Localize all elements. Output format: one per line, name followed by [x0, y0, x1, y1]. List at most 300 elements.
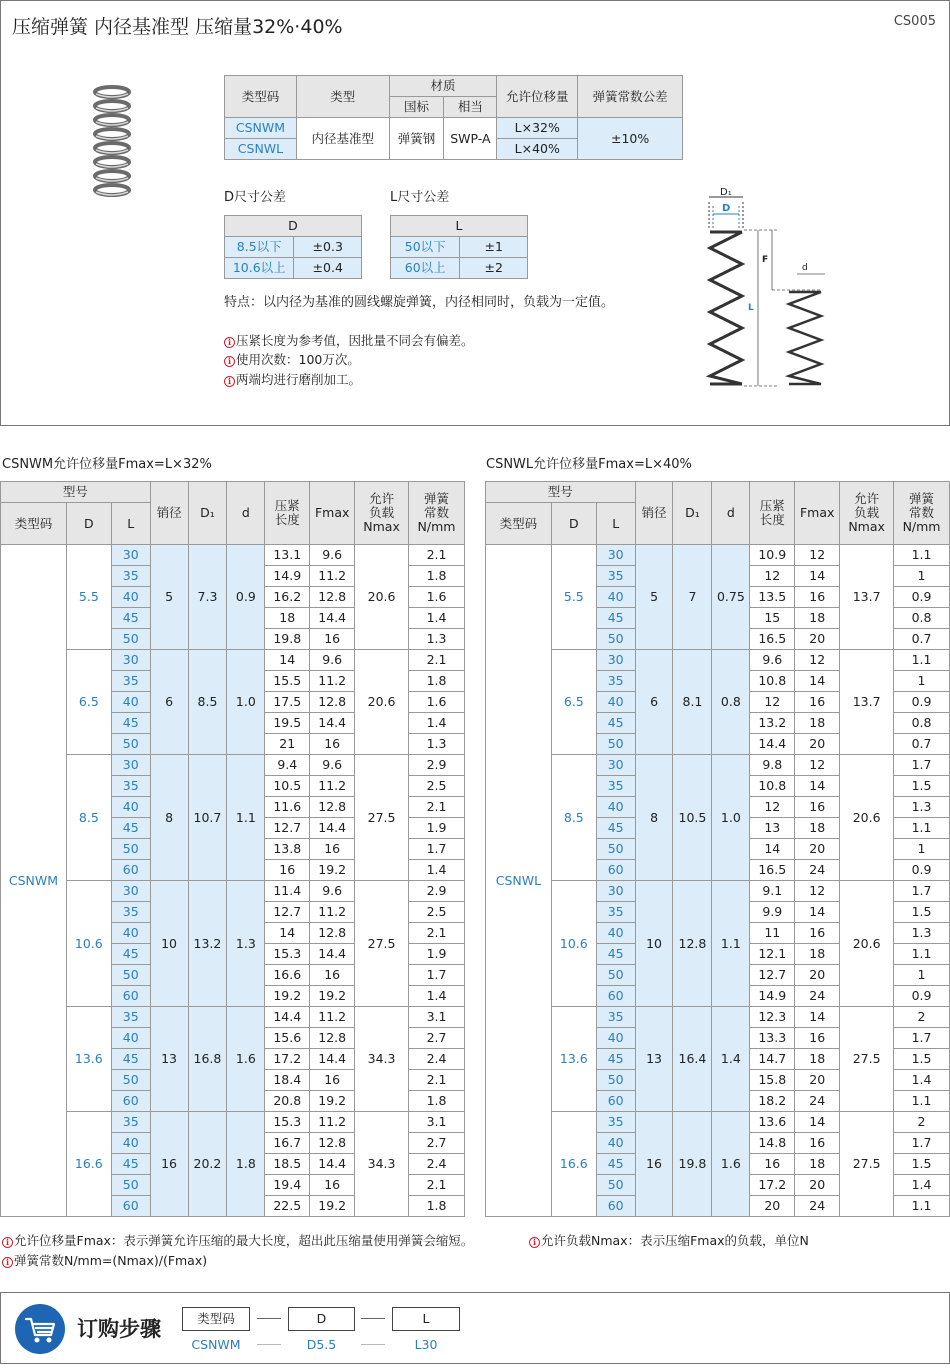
pin-cell: 16 — [635, 1112, 673, 1217]
spring-rate-cell: 1.6 — [409, 587, 465, 608]
l-cell: 60 — [596, 986, 635, 1007]
solid-length-cell: 20 — [750, 1196, 795, 1217]
fmax-cell: 20 — [795, 734, 840, 755]
solid-length-cell: 9.4 — [265, 755, 310, 776]
info-icon: i — [224, 337, 235, 348]
nmax-cell: 27.5 — [355, 881, 409, 1007]
head-fmax: Fmax — [795, 482, 840, 545]
spring-rate-cell: 2.1 — [409, 1070, 465, 1091]
l-tol-range-2: 60以上 — [391, 258, 460, 279]
spring-rate-cell: 1.1 — [894, 1196, 950, 1217]
l-cell: 40 — [596, 587, 635, 608]
wire-d-cell: 1.6 — [227, 1007, 265, 1112]
order-dash — [361, 1344, 385, 1345]
spring-rate-cell: 1 — [894, 839, 950, 860]
spec-head-type: 类型 — [296, 76, 389, 118]
head-l: L — [111, 503, 150, 545]
d1-cell: 13.2 — [188, 881, 227, 1007]
info-icon: i — [529, 1237, 540, 1248]
spring-rate-cell: 1 — [894, 671, 950, 692]
head-nmax: 允许 负载 Nmax — [355, 482, 409, 545]
l-cell: 45 — [111, 1154, 150, 1175]
solid-length-cell: 11 — [750, 923, 795, 944]
l-cell: 50 — [596, 734, 635, 755]
d-cell: 5.5 — [551, 545, 596, 650]
fmax-cell: 18 — [795, 608, 840, 629]
spring-dimension-diagram — [700, 180, 840, 392]
spring-rate-cell: 1.8 — [409, 1091, 465, 1112]
solid-length-cell: 14 — [265, 650, 310, 671]
pin-cell: 5 — [150, 545, 188, 650]
spring-rate-cell: 1.4 — [409, 608, 465, 629]
wire-d-cell: 1.3 — [227, 881, 265, 1007]
fmax-cell: 14.4 — [310, 1049, 355, 1070]
solid-length-cell: 22.5 — [265, 1196, 310, 1217]
pin-cell: 8 — [150, 755, 188, 881]
solid-length-cell: 13.2 — [750, 713, 795, 734]
spring-rate-cell: 1.1 — [894, 650, 950, 671]
note-2: i 使用次数：100万次。 — [224, 350, 360, 368]
pin-cell: 8 — [635, 755, 673, 881]
head-spring-rate: 弹簧 常数 N/mm — [409, 482, 465, 545]
order-value-l: L30 — [414, 1337, 438, 1352]
l-cell: 45 — [596, 713, 635, 734]
spring-rate-cell: 1.7 — [409, 839, 465, 860]
solid-length-cell: 9.1 — [750, 881, 795, 902]
l-cell: 50 — [596, 1175, 635, 1196]
solid-length-cell: 15.3 — [265, 944, 310, 965]
info-icon: i — [224, 376, 235, 387]
spring-rate-cell: 1.8 — [409, 1196, 465, 1217]
fmax-cell: 14 — [795, 1007, 840, 1028]
l-cell: 40 — [111, 923, 150, 944]
spring-rate-cell: 2 — [894, 1112, 950, 1133]
solid-length-cell: 19.8 — [265, 629, 310, 650]
spring-rate-cell: 1.1 — [894, 818, 950, 839]
fmax-cell: 16 — [310, 965, 355, 986]
nmax-cell: 20.6 — [355, 650, 409, 755]
pin-cell: 10 — [635, 881, 673, 1007]
solid-length-cell: 14 — [265, 923, 310, 944]
fmax-cell: 9.6 — [310, 755, 355, 776]
fmax-cell: 20 — [795, 1175, 840, 1196]
spring-rate-cell: 1.9 — [409, 944, 465, 965]
l-cell: 40 — [596, 1133, 635, 1154]
head-wire-d: d — [227, 482, 265, 545]
l-tolerance-title: L尺寸公差 — [390, 190, 450, 205]
solid-length-cell: 10.9 — [750, 545, 795, 566]
fmax-cell: 11.2 — [310, 566, 355, 587]
nmax-cell: 34.3 — [355, 1007, 409, 1112]
fmax-cell: 14.4 — [310, 944, 355, 965]
wire-d-cell: 1.8 — [227, 1112, 265, 1217]
spec-head-equivalent: 相当 — [444, 97, 497, 118]
fmax-cell: 9.6 — [310, 650, 355, 671]
d-cell: 13.6 — [66, 1007, 111, 1112]
solid-length-cell: 15.3 — [265, 1112, 310, 1133]
left-table-title: CSNWM允许位移量Fmax=L×32% — [2, 457, 212, 472]
solid-length-cell: 20.8 — [265, 1091, 310, 1112]
solid-length-cell: 13.5 — [750, 587, 795, 608]
order-label-l: L — [392, 1307, 460, 1331]
solid-length-cell: 9.8 — [750, 755, 795, 776]
d-tolerance-table — [224, 215, 362, 279]
spring-rate-cell: 1 — [894, 566, 950, 587]
spring-rate-cell: 2.1 — [409, 545, 465, 566]
solid-length-cell: 14.7 — [750, 1049, 795, 1070]
l-cell: 40 — [596, 692, 635, 713]
footnote-fmax: i 允许位移量Fmax：表示弹簧允许压缩的最大长度，超出此压缩量使用弹簧会缩短。 — [2, 1231, 473, 1249]
solid-length-cell: 16.7 — [265, 1133, 310, 1154]
order-dash — [257, 1344, 281, 1345]
fmax-cell: 20 — [795, 839, 840, 860]
l-cell: 45 — [596, 818, 635, 839]
fmax-cell: 24 — [795, 1196, 840, 1217]
fmax-cell: 19.2 — [310, 860, 355, 881]
solid-length-cell: 14.9 — [750, 986, 795, 1007]
fmax-cell: 20 — [795, 1070, 840, 1091]
solid-length-cell: 14.4 — [750, 734, 795, 755]
head-l: L — [596, 503, 635, 545]
spring-photo-icon — [88, 84, 136, 208]
fmax-cell: 20 — [795, 965, 840, 986]
fmax-cell: 24 — [795, 860, 840, 881]
solid-length-cell: 21 — [265, 734, 310, 755]
fmax-cell: 14 — [795, 566, 840, 587]
pin-cell: 5 — [635, 545, 673, 650]
nmax-cell: 20.6 — [840, 881, 894, 1007]
l-cell: 60 — [111, 1091, 150, 1112]
l-cell: 45 — [111, 818, 150, 839]
solid-length-cell: 16.5 — [750, 860, 795, 881]
wire-d-cell: 1.1 — [227, 755, 265, 881]
l-cell: 35 — [111, 902, 150, 923]
table-row — [1, 1007, 465, 1028]
fmax-cell: 16 — [795, 923, 840, 944]
d1-cell: 16.8 — [188, 1007, 227, 1112]
fmax-cell: 16 — [795, 692, 840, 713]
solid-length-cell: 12.3 — [750, 1007, 795, 1028]
spring-rate-cell: 2.7 — [409, 1133, 465, 1154]
order-title: 订购步骤 — [77, 1317, 161, 1341]
fmax-cell: 12 — [795, 755, 840, 776]
fmax-cell: 16 — [795, 797, 840, 818]
spring-rate-cell: 0.9 — [894, 587, 950, 608]
wire-d-cell: 1.1 — [712, 881, 750, 1007]
d1-cell: 10.7 — [188, 755, 227, 881]
nmax-cell: 20.6 — [840, 755, 894, 881]
l-cell: 45 — [596, 1154, 635, 1175]
spring-rate-cell: 0.7 — [894, 734, 950, 755]
spring-rate-cell: 1.3 — [409, 629, 465, 650]
table-row — [1, 755, 465, 776]
table-row — [1, 545, 465, 566]
fmax-cell: 9.6 — [310, 545, 355, 566]
solid-length-cell: 12.1 — [750, 944, 795, 965]
spring-rate-cell: 2.7 — [409, 1028, 465, 1049]
spring-rate-cell: 1.5 — [894, 776, 950, 797]
l-cell: 35 — [596, 902, 635, 923]
spring-rate-cell: 3.1 — [409, 1007, 465, 1028]
info-icon: i — [224, 356, 235, 367]
fmax-cell: 12 — [795, 650, 840, 671]
spring-rate-cell: 1.4 — [409, 713, 465, 734]
nmax-cell: 34.3 — [355, 1112, 409, 1217]
solid-length-cell: 11.6 — [265, 797, 310, 818]
nmax-cell: 13.7 — [840, 545, 894, 650]
l-cell: 60 — [596, 1091, 635, 1112]
spring-rate-cell: 1.8 — [409, 566, 465, 587]
solid-length-cell: 18 — [265, 608, 310, 629]
note-3: i 两端均进行磨削加工。 — [224, 370, 361, 388]
fmax-cell: 9.6 — [310, 881, 355, 902]
l-cell: 45 — [111, 608, 150, 629]
wire-d-cell: 1.6 — [712, 1112, 750, 1217]
fmax-cell: 12.8 — [310, 587, 355, 608]
d1-cell: 20.2 — [188, 1112, 227, 1217]
footnote-nmax: i 允许负载Nmax：表示压缩Fmax的负载，单位N — [529, 1231, 809, 1249]
order-dash — [257, 1318, 281, 1319]
spec-code-csnwl: CSNWL — [225, 139, 297, 160]
head-solid-length: 压紧 长度 — [750, 482, 795, 545]
table-row — [486, 1007, 950, 1028]
spring-rate-cell: 1.4 — [894, 1175, 950, 1196]
l-cell: 40 — [596, 797, 635, 818]
d-tol-range-1: 8.5以下 — [225, 237, 294, 258]
l-cell: 35 — [111, 776, 150, 797]
table-row — [486, 881, 950, 902]
order-value-d: D5.5 — [306, 1337, 337, 1352]
l-cell: 35 — [596, 1112, 635, 1133]
info-icon: i — [2, 1257, 13, 1268]
fmax-cell: 12.8 — [310, 797, 355, 818]
d-cell: 6.5 — [551, 650, 596, 755]
d-tolerance-title: D尺寸公差 — [224, 190, 287, 205]
d-cell: 13.6 — [551, 1007, 596, 1112]
fmax-cell: 19.2 — [310, 1091, 355, 1112]
spring-rate-cell: 1.3 — [894, 923, 950, 944]
l-cell: 40 — [111, 797, 150, 818]
table-row — [486, 650, 950, 671]
spring-rate-cell: 1.5 — [894, 902, 950, 923]
l-tol-head: L — [391, 216, 528, 237]
wire-d-cell: 1.0 — [712, 755, 750, 881]
l-cell: 30 — [111, 755, 150, 776]
pin-cell: 16 — [150, 1112, 188, 1217]
spring-rate-cell: 2.4 — [409, 1049, 465, 1070]
head-d: D — [551, 503, 596, 545]
head-spring-rate: 弹簧 常数 N/mm — [894, 482, 950, 545]
fmax-cell: 12.8 — [310, 1133, 355, 1154]
solid-length-cell: 14.9 — [265, 566, 310, 587]
cart-icon — [15, 1304, 65, 1354]
solid-length-cell: 16 — [750, 1154, 795, 1175]
pin-cell: 6 — [635, 650, 673, 755]
order-dash — [361, 1318, 385, 1319]
fmax-cell: 11.2 — [310, 1007, 355, 1028]
spring-rate-cell: 1.4 — [409, 860, 465, 881]
spring-rate-cell: 1.3 — [409, 734, 465, 755]
spring-rate-cell: 2.1 — [409, 923, 465, 944]
d1-cell: 10.5 — [673, 755, 712, 881]
fmax-cell: 16 — [310, 1175, 355, 1196]
spring-rate-cell: 1.1 — [894, 944, 950, 965]
spring-rate-cell: 2.9 — [409, 881, 465, 902]
solid-length-cell: 10.5 — [265, 776, 310, 797]
wire-d-cell: 1.4 — [712, 1007, 750, 1112]
svg-text:D₁: D₁ — [720, 187, 732, 198]
solid-length-cell: 19.5 — [265, 713, 310, 734]
spring-rate-cell: 2.5 — [409, 776, 465, 797]
fmax-cell: 16 — [310, 1070, 355, 1091]
solid-length-cell: 18.4 — [265, 1070, 310, 1091]
spec-head-type-code: 类型码 — [225, 76, 297, 118]
l-cell: 50 — [596, 965, 635, 986]
spec-head-displacement: 允许位移量 — [497, 76, 578, 118]
solid-length-cell: 15 — [750, 608, 795, 629]
head-type-code: 类型码 — [1, 503, 67, 545]
fmax-cell: 14.4 — [310, 818, 355, 839]
head-type-code: 类型码 — [486, 503, 552, 545]
fmax-cell: 11.2 — [310, 776, 355, 797]
pin-cell: 13 — [150, 1007, 188, 1112]
l-cell: 40 — [596, 923, 635, 944]
head-solid-length: 压紧 长度 — [265, 482, 310, 545]
l-cell: 30 — [596, 650, 635, 671]
l-cell: 40 — [111, 587, 150, 608]
fmax-cell: 14 — [795, 1112, 840, 1133]
fmax-cell: 12.8 — [310, 923, 355, 944]
head-d1: D₁ — [673, 482, 712, 545]
spring-rate-cell: 1.7 — [894, 1133, 950, 1154]
solid-length-cell: 12.7 — [750, 965, 795, 986]
solid-length-cell: 17.2 — [265, 1049, 310, 1070]
spring-rate-cell: 1.5 — [894, 1154, 950, 1175]
spring-rate-cell: 0.9 — [894, 692, 950, 713]
solid-length-cell: 14.8 — [750, 1133, 795, 1154]
spring-rate-cell: 0.8 — [894, 713, 950, 734]
spring-rate-cell: 1.6 — [409, 692, 465, 713]
l-cell: 45 — [596, 1049, 635, 1070]
nmax-cell: 13.7 — [840, 650, 894, 755]
solid-length-cell: 12 — [750, 566, 795, 587]
spec-table — [224, 75, 683, 160]
l-cell: 45 — [596, 944, 635, 965]
l-cell: 45 — [596, 608, 635, 629]
d-cell: 16.6 — [551, 1112, 596, 1217]
spec-disp-32: L×32% — [497, 118, 578, 139]
spring-rate-cell: 2.1 — [409, 1175, 465, 1196]
l-tol-value-2: ±2 — [460, 258, 528, 279]
order-value-type-code: CSNWM — [191, 1337, 241, 1352]
l-tol-range-1: 50以下 — [391, 237, 460, 258]
l-cell: 45 — [111, 1049, 150, 1070]
d-cell: 8.5 — [551, 755, 596, 881]
d-tol-range-2: 10.6以上 — [225, 258, 294, 279]
l-tolerance-table — [390, 215, 528, 279]
fmax-cell: 14 — [795, 776, 840, 797]
spring-rate-cell: 1.1 — [894, 1091, 950, 1112]
fmax-cell: 18 — [795, 1154, 840, 1175]
fmax-cell: 11.2 — [310, 902, 355, 923]
d1-cell: 8.1 — [673, 650, 712, 755]
d1-cell: 7.3 — [188, 545, 227, 650]
l-cell: 30 — [111, 545, 150, 566]
nmax-cell: 20.6 — [355, 545, 409, 650]
fmax-cell: 16 — [795, 1133, 840, 1154]
head-d: D — [66, 503, 111, 545]
solid-length-cell: 15.6 — [265, 1028, 310, 1049]
note-1: i 压紧长度为参考值，因批量不同会有偏差。 — [224, 331, 474, 349]
table-row — [1, 650, 465, 671]
l-cell: 35 — [596, 671, 635, 692]
l-cell: 60 — [596, 1196, 635, 1217]
l-cell: 50 — [111, 734, 150, 755]
spring-rate-cell: 1.5 — [894, 1049, 950, 1070]
spec-head-material: 材质 — [389, 76, 497, 97]
solid-length-cell: 15.5 — [265, 671, 310, 692]
spring-rate-cell: 2.4 — [409, 1154, 465, 1175]
fmax-cell: 19.2 — [310, 986, 355, 1007]
spring-rate-cell: 2.5 — [409, 902, 465, 923]
svg-text:F: F — [762, 255, 769, 265]
l-cell: 35 — [111, 1112, 150, 1133]
l-cell: 50 — [111, 839, 150, 860]
fmax-cell: 14.4 — [310, 1154, 355, 1175]
spring-rate-cell: 1.7 — [894, 1028, 950, 1049]
spring-rate-cell: 1.3 — [894, 797, 950, 818]
solid-length-cell: 18.2 — [750, 1091, 795, 1112]
d1-cell: 16.4 — [673, 1007, 712, 1112]
l-cell: 50 — [596, 1070, 635, 1091]
spring-rate-cell: 2.9 — [409, 755, 465, 776]
head-pin: 销径 — [635, 482, 673, 545]
l-cell: 50 — [111, 1175, 150, 1196]
solid-length-cell: 13 — [750, 818, 795, 839]
l-tol-value-1: ±1 — [460, 237, 528, 258]
solid-length-cell: 12 — [750, 797, 795, 818]
spec-type-value: 内径基准型 — [296, 118, 389, 160]
wire-d-cell: 0.9 — [227, 545, 265, 650]
d-cell: 10.6 — [66, 881, 111, 1007]
solid-length-cell: 17.2 — [750, 1175, 795, 1196]
fmax-cell: 11.2 — [310, 671, 355, 692]
spring-rate-cell: 1.7 — [409, 965, 465, 986]
fmax-cell: 11.2 — [310, 1112, 355, 1133]
d1-cell: 19.8 — [673, 1112, 712, 1217]
pin-cell: 10 — [150, 881, 188, 1007]
pin-cell: 13 — [635, 1007, 673, 1112]
order-label-type-code: 类型码 — [182, 1307, 250, 1331]
solid-length-cell: 18.5 — [265, 1154, 310, 1175]
l-cell: 30 — [596, 755, 635, 776]
spring-rate-cell: 1.1 — [894, 545, 950, 566]
csnwl-data-table — [485, 481, 950, 1217]
table-row — [486, 755, 950, 776]
solid-length-cell: 16.2 — [265, 587, 310, 608]
solid-length-cell: 16.5 — [750, 629, 795, 650]
solid-length-cell: 9.6 — [750, 650, 795, 671]
spring-rate-cell: 1.8 — [409, 671, 465, 692]
spring-rate-cell: 1.4 — [409, 986, 465, 1007]
d-tol-value-1: ±0.3 — [294, 237, 362, 258]
svg-text:D: D — [722, 203, 731, 214]
l-cell: 50 — [111, 629, 150, 650]
fmax-cell: 16 — [310, 839, 355, 860]
d1-cell: 8.5 — [188, 650, 227, 755]
csnwm-data-table — [0, 481, 465, 1217]
spec-material-value: 弹簧钢 — [389, 118, 444, 160]
